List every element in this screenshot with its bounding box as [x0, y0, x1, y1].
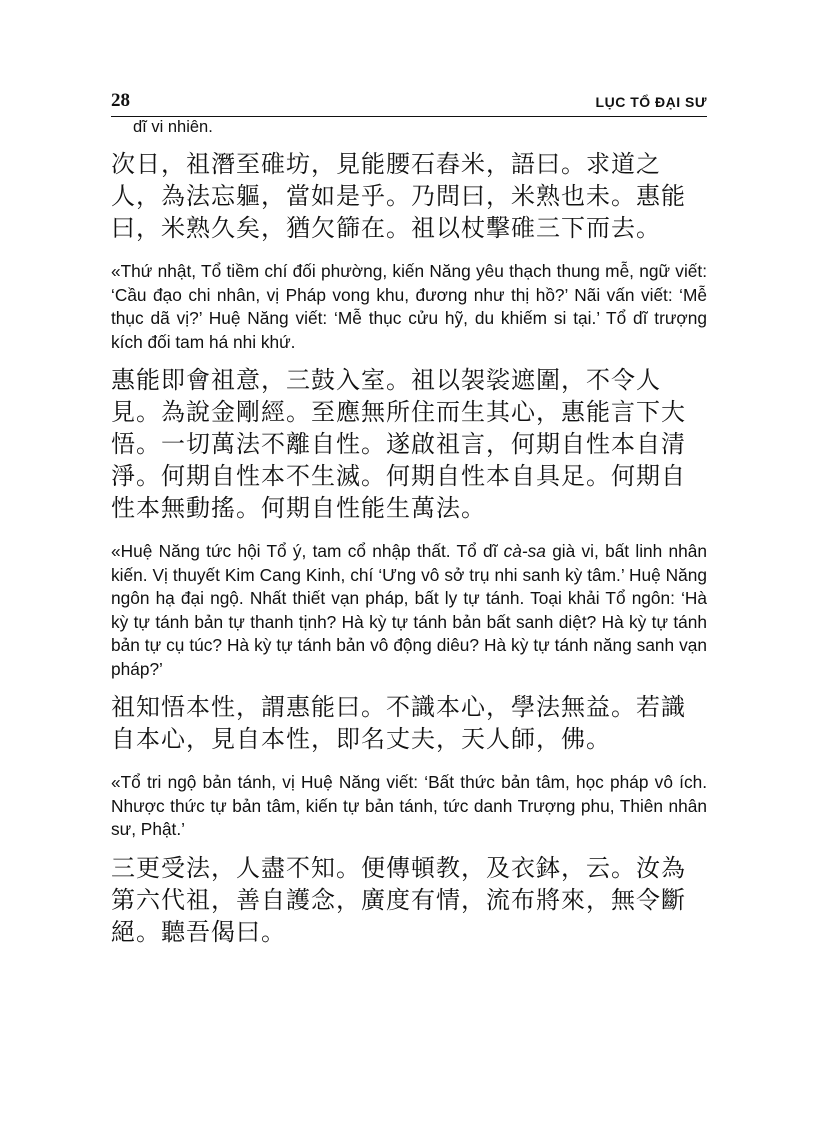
page-header [111, 90, 707, 117]
transliteration-2-part-a: «Huệ Năng tức hội Tổ ý, tam cổ nhập thất. Tổ dĩ [111, 541, 504, 561]
chinese-passage-3: 祖知悟本性，謂惠能曰。不識本心，學法無益。若識自本心，見自本性，即名丈夫，天人師，佛。 [111, 693, 686, 753]
vietnamese-transliteration-2 [111, 540, 707, 681]
transliteration-2-italic-term: cà-sa [503, 541, 546, 561]
chinese-passage-4: 三更受法，人盡不知。便傳頓教，及衣鉢，云。汝為第六代祖，善自護念，廣度有情，流布將來，無令斷絕。聽吾偈曰。 [111, 853, 686, 946]
vietnamese-transliteration-1: «Thứ nhật, Tổ tiềm chí đối phường, kiến Năng yêu thạch thung mễ, ngữ viết: ‘Cầu đạo chi nhân, vị Pháp vong khu, đương như thị hồ?’ Nãi vấn viết: ‘Mễ thục dã vị?’ Huệ Năng viết: ‘Mễ thục cửu hỹ, du khiếm si tại.’ Tổ dĩ trượng kích đối tam há nhi khứ. [111, 261, 707, 352]
transliteration-2-part-b: già vi, bất linh nhân kiến. Vị thuyết Kim Cang Kinh, chí ‘Ưng vô sở trụ nhi sanh kỳ tâm.’ Huệ Năng ngôn hạ đại ngộ. Nhất thiết vạn pháp, bất ly tự tánh. Toại khải Tổ ngôn: ‘Hà kỳ tự tánh bản tự thanh tịnh? Hà kỳ tự tánh bản bất sanh diệt? Hà kỳ tự tánh bản tự cụ túc? Hà kỳ tự tánh bản vô động diêu? Hà kỳ tự tánh năng sanh vạn pháp?’ [111, 541, 707, 679]
page-number: 28 [111, 90, 130, 111]
running-title: LỤC TỔ ĐẠI SƯ [595, 94, 707, 110]
chinese-passage-1: 次日，祖潛至碓坊，見能腰石舂米，語曰。求道之人，為法忘軀，當如是乎。乃問曰，米熟也未。惠能曰，米熟久矣，猶欠篩在。祖以杖擊碓三下而去。 [111, 150, 686, 242]
vietnamese-transliteration-3: «Tổ tri ngộ bản tánh, vị Huệ Năng viết: ‘Bất thức bản tâm, học pháp vô ích. Nhược thức tự bản tâm, kiến tự bản tánh, tức danh Trượng phu, Thiên nhân sư, Phật.’ [111, 772, 707, 839]
chinese-passage-2: 惠能即會祖意，三鼓入室。祖以袈裟遮圍，不令人見。為說金剛經。至應無所住而生其心，惠能言下大悟。一切萬法不離自性。遂啟祖言，何期自性本自清淨。何期自性本不生滅。何期自性本自具足。何期自性本無動搖。何期自性能生萬法。 [111, 366, 686, 522]
continuation-line: dĩ vi nhiên. [133, 118, 213, 136]
page-body [111, 116, 707, 948]
